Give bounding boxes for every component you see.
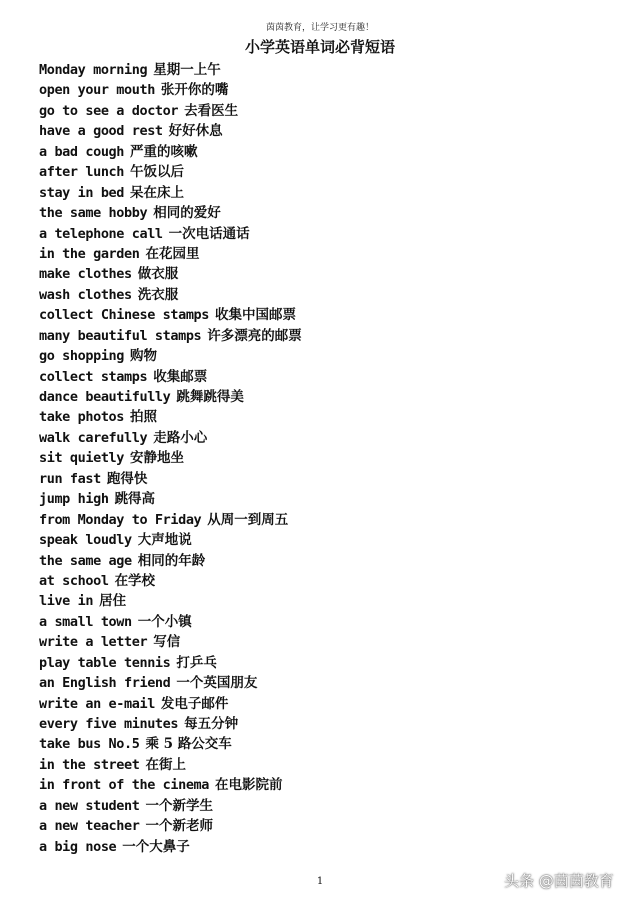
phrase-english: write a letter [39, 634, 148, 651]
phrase-english: have a good rest [39, 123, 163, 140]
phrase-chinese: 收集中国邮票 [215, 307, 297, 324]
phrase-english: speak loudly [39, 532, 132, 549]
phrase-english: play table tennis [39, 654, 171, 671]
phrase-row [39, 407, 599, 427]
phrase-english: walk carefully [39, 429, 148, 446]
phrase-chinese: 跑得快 [106, 470, 148, 487]
phrase-chinese: 在花园里 [145, 245, 200, 262]
phrase-row [39, 653, 599, 673]
phrase-chinese: 每五分钟 [184, 716, 239, 732]
phrase-chinese: 呆在床上 [130, 184, 185, 201]
phrase-row [39, 121, 599, 141]
phrase-row [39, 101, 599, 121]
phrase-english: in the garden [39, 245, 140, 262]
phrase-english: take photos [39, 409, 125, 426]
phrase-english: go to see a doctor [39, 102, 179, 119]
phrase-chinese: 收集邮票 [153, 368, 208, 385]
phrase-chinese: 安静地坐 [130, 450, 185, 467]
phrase-row [39, 264, 599, 284]
phrase-chinese: 一个英国朋友 [176, 675, 258, 692]
phrase-row [39, 80, 599, 100]
phrase-chinese: 许多漂亮的邮票 [207, 327, 302, 344]
phrase-row [39, 326, 599, 346]
phrase-chinese: 在街上 [145, 756, 186, 773]
phrase-english: every five minutes [39, 716, 179, 732]
phrase-chinese: 打乒乓 [176, 654, 217, 671]
phrase-chinese: 居住 [99, 593, 127, 610]
phrase-chinese: 相同的爱好 [153, 205, 221, 222]
phrase-english: a new student [39, 797, 140, 814]
phrase-chinese: 一个大鼻子 [122, 838, 190, 855]
phrase-chinese: 从周一到周五 [207, 511, 289, 528]
phrase-chinese: 大声地说 [137, 532, 192, 549]
phrase-row [39, 816, 599, 836]
phrase-row [39, 796, 599, 816]
page-number: 1 [316, 876, 324, 887]
phrase-chinese: 跳舞跳得美 [176, 389, 244, 405]
phrase-english: stay in bed [39, 184, 125, 201]
phrase-chinese: 跳得高 [114, 491, 156, 508]
phrase-chinese: 严重的咳嗽 [130, 143, 198, 160]
phrase-chinese: 洗衣服 [137, 286, 179, 303]
phrase-chinese: 好好休息 [168, 123, 223, 140]
page-title: 小学英语单词必背短语 [244, 38, 395, 56]
phrase-row [39, 60, 599, 80]
phrase-english: a telephone call [39, 225, 163, 242]
phrase-english: a new teacher [39, 818, 140, 835]
phrase-english: after lunch [39, 164, 125, 181]
phrase-row [39, 734, 599, 754]
phrase-english: live in [39, 593, 94, 610]
phrase-chinese: 拍照 [130, 409, 158, 426]
phrase-row [39, 510, 599, 530]
phrase-english: make clothes [39, 266, 132, 283]
phrase-chinese: 一个新老师 [145, 818, 213, 835]
phrase-english: the same hobby [39, 205, 148, 222]
phrase-row [39, 775, 599, 795]
phrase-row [39, 448, 599, 468]
phrase-chinese: 一次电话通话 [168, 225, 250, 242]
phrase-english: dance beautifully [39, 389, 171, 405]
phrase-english: take bus No.5 [39, 736, 140, 753]
phrase-row [39, 469, 599, 489]
phrase-row [39, 203, 599, 223]
phrase-english: many beautiful stamps [39, 327, 202, 344]
phrase-row [39, 694, 599, 714]
phrase-chinese: 走路小心 [153, 429, 208, 446]
phrase-chinese: 在学校 [114, 572, 156, 589]
phrase-row [39, 673, 599, 693]
phrase-english: in front of the cinema [39, 777, 210, 794]
phrase-english: from Monday to Friday [39, 511, 202, 528]
phrase-row [39, 346, 599, 366]
phrase-chinese: 乘 5 路公交车 [145, 736, 232, 753]
phrase-row [39, 428, 599, 448]
phrase-chinese: 写信 [153, 634, 181, 651]
phrase-row [39, 162, 599, 182]
phrase-row [39, 632, 599, 652]
phrase-row [39, 489, 599, 509]
phrase-english: sit quietly [39, 450, 125, 467]
phrase-row [39, 285, 599, 305]
phrase-english: at school [39, 572, 109, 589]
phrase-english: Monday morning [39, 62, 148, 78]
phrase-english: write an e-mail [39, 695, 155, 712]
phrase-english: an English friend [39, 675, 171, 692]
phrase-chinese: 一个新学生 [145, 797, 213, 814]
phrase-chinese: 相同的年龄 [137, 552, 206, 569]
phrase-list [39, 60, 599, 857]
phrase-chinese: 做衣服 [137, 266, 179, 283]
phrase-english: a small town [39, 613, 132, 630]
phrase-english: collect stamps [39, 368, 148, 385]
phrase-row [39, 142, 599, 162]
phrase-row [39, 571, 599, 591]
phrase-row [39, 387, 599, 407]
phrase-english: a big nose [39, 838, 117, 855]
phrase-chinese: 在电影院前 [215, 777, 283, 794]
phrase-row [39, 530, 599, 550]
phrase-row [39, 305, 599, 325]
phrase-row [39, 244, 599, 264]
phrase-row [39, 837, 599, 857]
phrase-english: wash clothes [39, 286, 132, 303]
phrase-row [39, 591, 599, 611]
phrase-chinese: 一个小镇 [137, 613, 192, 630]
phrase-row [39, 612, 599, 632]
phrase-row [39, 551, 599, 571]
phrase-english: go shopping [39, 348, 125, 365]
phrase-chinese: 购物 [130, 348, 158, 365]
phrase-english: jump high [39, 491, 109, 508]
phrase-english: the same age [39, 552, 132, 569]
phrase-english: run fast [39, 470, 101, 487]
phrase-chinese: 发电子邮件 [160, 695, 229, 712]
phrase-chinese: 张开你的嘴 [160, 82, 229, 99]
phrase-row [39, 224, 599, 244]
page-header: 茵茵教育，让学习更有趣！ [265, 23, 374, 33]
phrase-row [39, 714, 599, 734]
phrase-english: collect Chinese stamps [39, 307, 210, 324]
phrase-chinese: 午饭以后 [130, 164, 185, 181]
phrase-row [39, 183, 599, 203]
phrase-english: open your mouth [39, 82, 155, 99]
phrase-english: a bad cough [39, 143, 125, 160]
phrase-row [39, 367, 599, 387]
phrase-chinese: 去看医生 [184, 102, 239, 119]
phrase-english: in the street [39, 756, 140, 773]
watermark: 头条 @茵茵教育 [504, 872, 614, 890]
phrase-row [39, 755, 599, 775]
phrase-chinese: 星期一上午 [153, 62, 221, 78]
